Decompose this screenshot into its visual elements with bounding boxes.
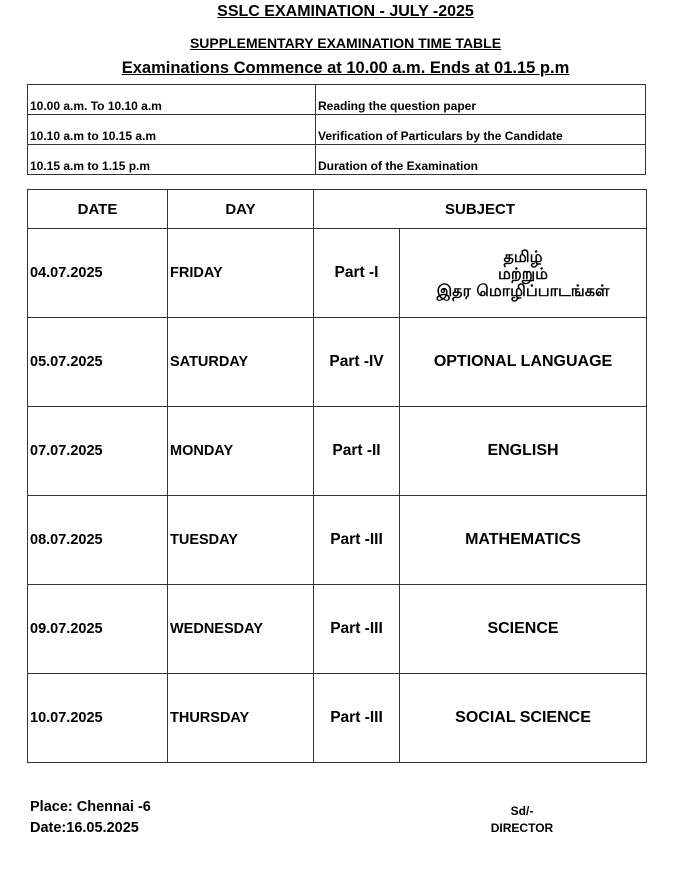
- timing-time: 10.00 a.m. To 10.10 a.m: [28, 85, 316, 115]
- timing-table: [27, 84, 646, 175]
- exam-subject: ENGLISH: [400, 407, 647, 496]
- table-row: [28, 229, 647, 318]
- table-row: [28, 318, 647, 407]
- exam-part: Part -III: [314, 496, 400, 585]
- exam-subject: SOCIAL SCIENCE: [400, 674, 647, 763]
- header-date: DATE: [28, 190, 168, 229]
- exam-subject: OPTIONAL LANGUAGE: [400, 318, 647, 407]
- subject-line: தமிழ்: [503, 246, 543, 266]
- timing-row: [28, 85, 646, 115]
- table-row: [28, 496, 647, 585]
- issue-date-text: Date:16.05.2025: [30, 820, 139, 836]
- table-row: [28, 585, 647, 674]
- exam-part: Part -II: [314, 407, 400, 496]
- schedule-header-row: [28, 190, 647, 229]
- exam-date: 08.07.2025: [28, 496, 168, 585]
- designation-text: DIRECTOR: [490, 821, 554, 835]
- signature-block: [470, 803, 574, 837]
- signature-text: Sd/-: [510, 804, 534, 818]
- document-title: SSLC EXAMINATION - JULY -2025: [217, 3, 474, 20]
- exam-day: THURSDAY: [168, 674, 314, 763]
- timing-note: Examinations Commence at 10.00 a.m. Ends at 01.15 p.m: [121, 59, 570, 77]
- subject-line: இதர மொழிப்பாடங்கள்: [436, 280, 610, 300]
- exam-subject: MATHEMATICS: [400, 496, 647, 585]
- exam-part: Part -IV: [314, 318, 400, 407]
- exam-date: 10.07.2025: [28, 674, 168, 763]
- exam-day: TUESDAY: [168, 496, 314, 585]
- table-row: [28, 674, 647, 763]
- exam-date: 07.07.2025: [28, 407, 168, 496]
- exam-subject: [400, 229, 647, 318]
- place-text: Place: Chennai -6: [30, 799, 151, 815]
- exam-subject: SCIENCE: [400, 585, 647, 674]
- timing-time: 10.15 a.m to 1.15 p.m: [28, 145, 316, 175]
- timing-row: [28, 145, 646, 175]
- timing-activity: Reading the question paper: [316, 85, 646, 115]
- exam-day: MONDAY: [168, 407, 314, 496]
- table-row: [28, 407, 647, 496]
- exam-date: 05.07.2025: [28, 318, 168, 407]
- timing-activity: Duration of the Examination: [316, 145, 646, 175]
- exam-date: 04.07.2025: [28, 229, 168, 318]
- exam-day: FRIDAY: [168, 229, 314, 318]
- timing-activity: Verification of Particulars by the Candidate: [316, 115, 646, 145]
- header-subject: SUBJECT: [314, 190, 647, 229]
- timing-time: 10.10 a.m to 10.15 a.m: [28, 115, 316, 145]
- exam-part: Part -I: [314, 229, 400, 318]
- exam-part: Part -III: [314, 585, 400, 674]
- document-subtitle: SUPPLEMENTARY EXAMINATION TIME TABLE: [189, 35, 502, 51]
- footer-place-date: [30, 797, 151, 839]
- exam-day: SATURDAY: [168, 318, 314, 407]
- exam-part: Part -III: [314, 674, 400, 763]
- subject-line: மற்றும்: [498, 263, 549, 283]
- schedule-table: [27, 189, 647, 763]
- header-day: DAY: [168, 190, 314, 229]
- timing-row: [28, 115, 646, 145]
- exam-date: 09.07.2025: [28, 585, 168, 674]
- exam-day: WEDNESDAY: [168, 585, 314, 674]
